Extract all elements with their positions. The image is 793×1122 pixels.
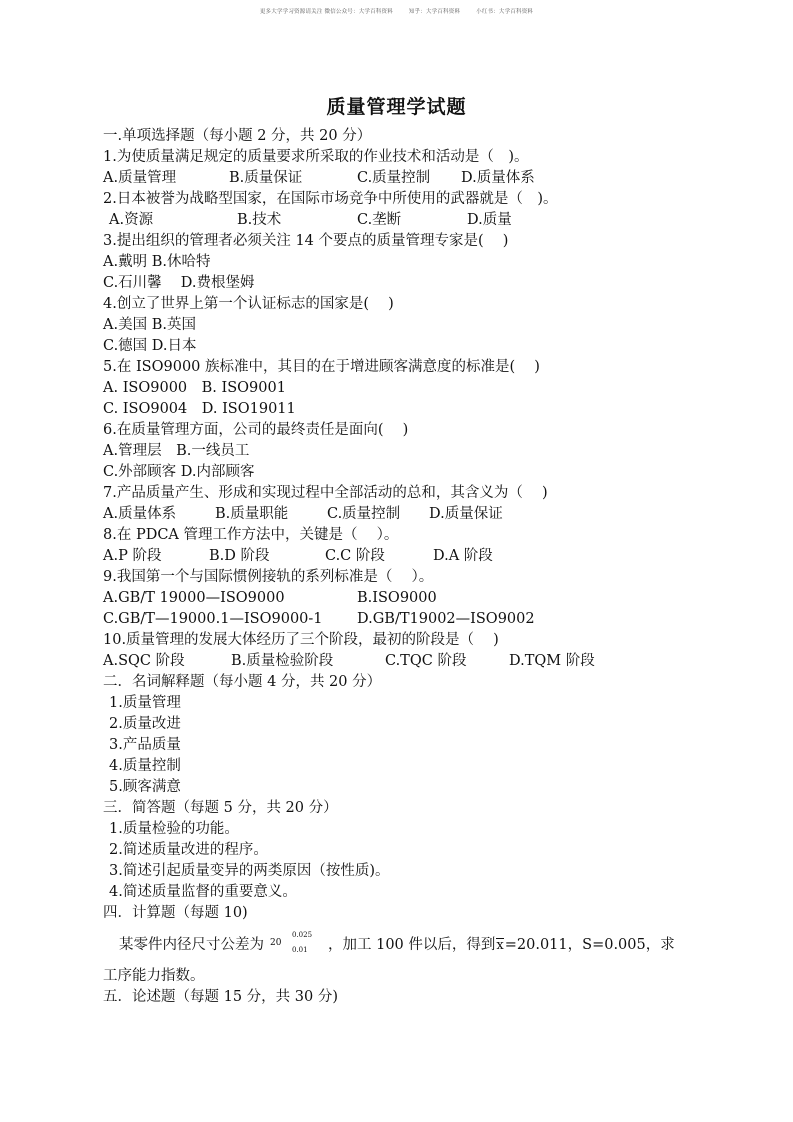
q2-option-a: A.资源	[109, 212, 154, 228]
q8-text: 8.在 PDCA 管理工作方法中，关键是（ ）。	[103, 527, 399, 543]
q8-option-c: C.C 阶段	[325, 548, 385, 564]
short-answer-item: 2.简述质量改进的程序。	[109, 842, 268, 858]
q10-text: 10.质量管理的发展大体经历了三个阶段，最初的阶段是（ )	[103, 632, 499, 648]
q1-text: 1.为使质量满足规定的质量要求所采取的作业技术和活动是（ )。	[103, 149, 529, 165]
q10-option-b: B.质量检验阶段	[231, 653, 334, 669]
q8-option-a: A.P 阶段	[103, 548, 162, 564]
q2-text: 2.日本被誉为战略型国家，在国际市场竞争中所使用的武器就是（ )。	[103, 191, 558, 207]
q1-option-c: C.质量控制	[357, 170, 431, 186]
q3-options-cd: C.石川馨 D.费根堡姆	[103, 275, 255, 291]
q9-option-d: D.GB/T19002—ISO9002	[357, 611, 535, 627]
section3-heading: 三．简答题（每题 5 分，共 20 分）	[103, 800, 338, 816]
q5-options-ab: A. ISO9000 B. ISO9001	[103, 380, 286, 396]
header-note-wechat: 更多大学学习资源请关注 微信公众号：大学百科资料	[259, 9, 393, 15]
section2-heading: 二．名词解释题（每小题 4 分，共 20 分）	[103, 674, 382, 690]
q6-text: 6.在质量管理方面，公司的最终责任是面向( )	[103, 422, 409, 438]
header-note-zhihu: 知乎：大学百科资料	[408, 9, 461, 15]
calc-lead: 某零件内径尺寸公差为	[119, 937, 264, 953]
term-item: 3.产品质量	[109, 737, 181, 753]
short-answer-item: 4.简述质量监督的重要意义。	[109, 884, 297, 900]
q9-option-b: B.ISO9000	[357, 590, 437, 606]
q1-option-d: D.质量体系	[461, 170, 535, 186]
q3-options-ab: A.戴明 B.休哈特	[103, 254, 211, 270]
q4-options-cd: C.德国 D.日本	[103, 338, 197, 354]
q10-options	[103, 651, 723, 672]
q5-text: 5.在 ISO9000 族标准中，其目的在于增进顾客满意度的标准是( )	[103, 359, 540, 375]
q9-options-cd	[103, 609, 723, 630]
term-item: 4.质量控制	[109, 758, 181, 774]
q4-options-ab: A.美国 B.英国	[103, 317, 196, 333]
q1-option-b: B.质量保证	[229, 170, 303, 186]
q7-option-a: A.质量体系	[103, 506, 177, 522]
calc-mid: ，加工 100 件以后，得到	[328, 937, 496, 953]
q9-options-ab	[103, 588, 723, 609]
q9-option-a: A.GB/T 19000—ISO9000	[103, 590, 285, 606]
x-bar-symbol: x	[496, 938, 504, 953]
q8-option-b: B.D 阶段	[209, 548, 270, 564]
q1-options	[103, 168, 723, 189]
q3-text: 3.提出组织的管理者必须关注 14 个要点的质量管理专家是( )	[103, 233, 509, 249]
term-item: 5.顾客满意	[109, 779, 181, 795]
short-answer-item: 3.简述引起质量变异的两类原因（按性质)。	[109, 863, 390, 879]
q7-text: 7.产品质量产生、形成和实现过程中全部活动的总和，其含义为（ )	[103, 485, 548, 501]
section4-heading: 四．计算题（每题 10)	[103, 905, 248, 921]
q1-option-a: A.质量管理	[103, 170, 177, 186]
q10-option-d: D.TQM 阶段	[509, 653, 595, 669]
q2-option-d: D.质量	[467, 212, 512, 228]
header-note	[0, 7, 793, 15]
q7-option-d: D.质量保证	[429, 506, 503, 522]
page-title: 质量管理学试题	[326, 96, 467, 118]
q7-option-b: B.质量职能	[215, 506, 289, 522]
q4-text: 4.创立了世界上第一个认证标志的国家是( )	[103, 296, 394, 312]
tolerance-formula	[270, 930, 320, 960]
calc-question	[103, 924, 723, 966]
q5-options-cd: C. ISO9004 D. ISO19011	[103, 401, 296, 417]
q6-options-ab: A.管理层 B.一线员工	[103, 443, 250, 459]
exam-content	[103, 126, 723, 1008]
q10-option-a: A.SQC 阶段	[103, 653, 185, 669]
q2-option-b: B.技术	[237, 212, 282, 228]
q2-option-c: C.垄断	[357, 212, 402, 228]
q10-option-c: C.TQC 阶段	[385, 653, 467, 669]
q7-options	[103, 504, 723, 525]
calc-question-line2: 工序能力指数。	[103, 968, 205, 984]
term-item: 2.质量改进	[109, 716, 181, 732]
q7-option-c: C.质量控制	[327, 506, 401, 522]
q9-text: 9.我国第一个与国际惯例接轨的系列标准是（ ）。	[103, 569, 434, 585]
q8-options	[103, 546, 723, 567]
section5-heading: 五．论述题（每题 15 分，共 30 分)	[103, 989, 338, 1005]
q9-option-c: C.GB/T—19000.1—ISO9000-1	[103, 611, 323, 627]
tolerance-upper: 0.025	[292, 931, 313, 939]
q2-options	[103, 210, 723, 231]
tolerance-lower: 0.01	[292, 946, 308, 954]
calc-tail: =20.011，S=0.005，求	[504, 937, 675, 953]
header-note-xiaohongshu: 小红书：大学百科资料	[476, 9, 534, 15]
q8-option-d: D.A 阶段	[433, 548, 493, 564]
section1-heading: 一.单项选择题（每小题 2 分，共 20 分）	[103, 128, 372, 144]
q6-options-cd: C.外部顾客 D.内部顾客	[103, 464, 255, 480]
short-answer-item: 1.质量检验的功能。	[109, 821, 239, 837]
tolerance-base: 20	[270, 938, 282, 948]
term-item: 1.质量管理	[109, 695, 181, 711]
